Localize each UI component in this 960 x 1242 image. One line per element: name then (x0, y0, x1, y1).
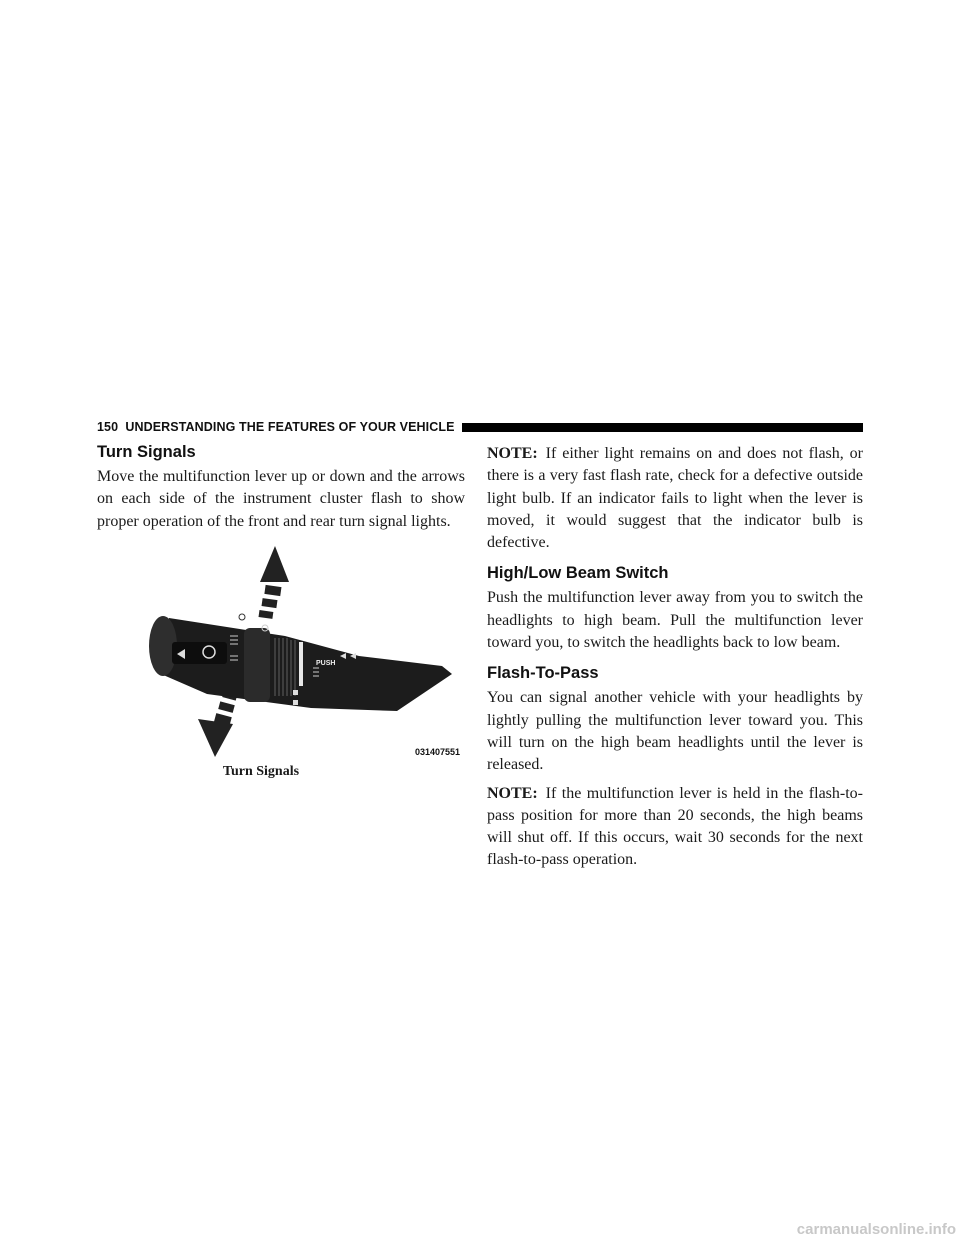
note-2 (487, 783, 863, 872)
lever-body (149, 614, 452, 711)
up-arrow-icon (259, 546, 289, 619)
note-1-text: If either light remains on and does not flash, or there is a very fast flash rate, check for a defective outside light bulb. If an indicator fails to light when the lever is moved, it would suggest that the indicator bulb is defective. (487, 445, 863, 552)
push-label: PUSH (316, 659, 336, 667)
note-1-label: NOTE: (487, 445, 538, 462)
turn-signals-figure (97, 546, 465, 761)
flash-to-pass-heading: Flash-To-Pass (487, 664, 599, 683)
page-header-text (97, 420, 455, 434)
turn-signals-heading: Turn Signals (97, 443, 196, 461)
note-1 (487, 443, 863, 554)
left-column (97, 443, 465, 780)
figure-code: 031407551 (415, 746, 461, 757)
watermark: carmanualsonline.info (796, 1221, 956, 1238)
multifunction-lever-illustration (97, 546, 465, 761)
chapter-title: UNDERSTANDING THE FEATURES OF YOUR VEHICLE (125, 420, 455, 434)
figure-caption: Turn Signals (222, 763, 300, 779)
page-header (97, 419, 863, 435)
header-rule (462, 423, 863, 432)
down-arrow-icon (198, 690, 238, 757)
right-column (487, 443, 863, 872)
turn-signals-body: Move the multifunction lever up or down and the arrows on each side of the instrument cluster flash to show proper operation of the front and rear turn signal lights. (97, 468, 465, 530)
flash-to-pass-body: You can signal another vehicle with your headlights by lightly pulling the multifunction lever toward you. This will turn on the high beam headlights until the lever is released. (487, 689, 863, 774)
high-low-heading: High/Low Beam Switch (487, 564, 669, 583)
high-low-body: Push the multifunction lever away from you to switch the headlights to high beam. Pull the multifunction lever toward you, to switch the headlights back to low beam. (487, 589, 863, 652)
note-2-label: NOTE: (487, 784, 538, 802)
page-number: 150 (97, 420, 119, 434)
note-2-text: If the multifunction lever is held in the flash-to-pass position for more than 20 seconds, the high beams will shut off. If this occurs, wait 30 seconds for the next flash-to-pass operation. (487, 784, 863, 869)
